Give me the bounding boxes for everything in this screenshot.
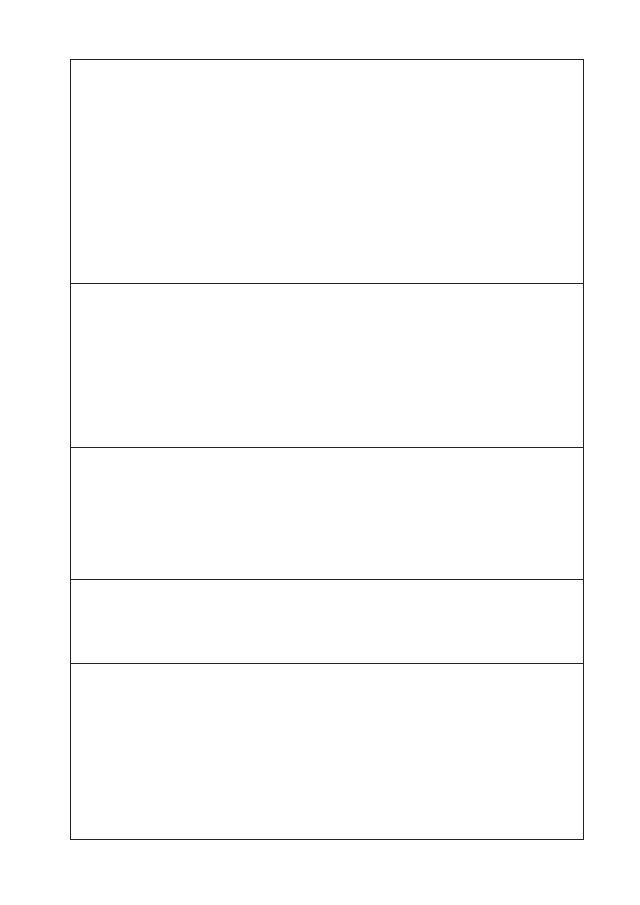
table-row	[71, 60, 584, 840]
program-measures-table	[70, 59, 584, 840]
indicator-cell	[71, 60, 584, 284]
result-cell	[71, 284, 584, 448]
period-cell	[71, 448, 584, 580]
rotated-table-wrapper	[70, 60, 584, 840]
executor-cell	[71, 580, 584, 664]
measure-cell	[71, 664, 584, 840]
